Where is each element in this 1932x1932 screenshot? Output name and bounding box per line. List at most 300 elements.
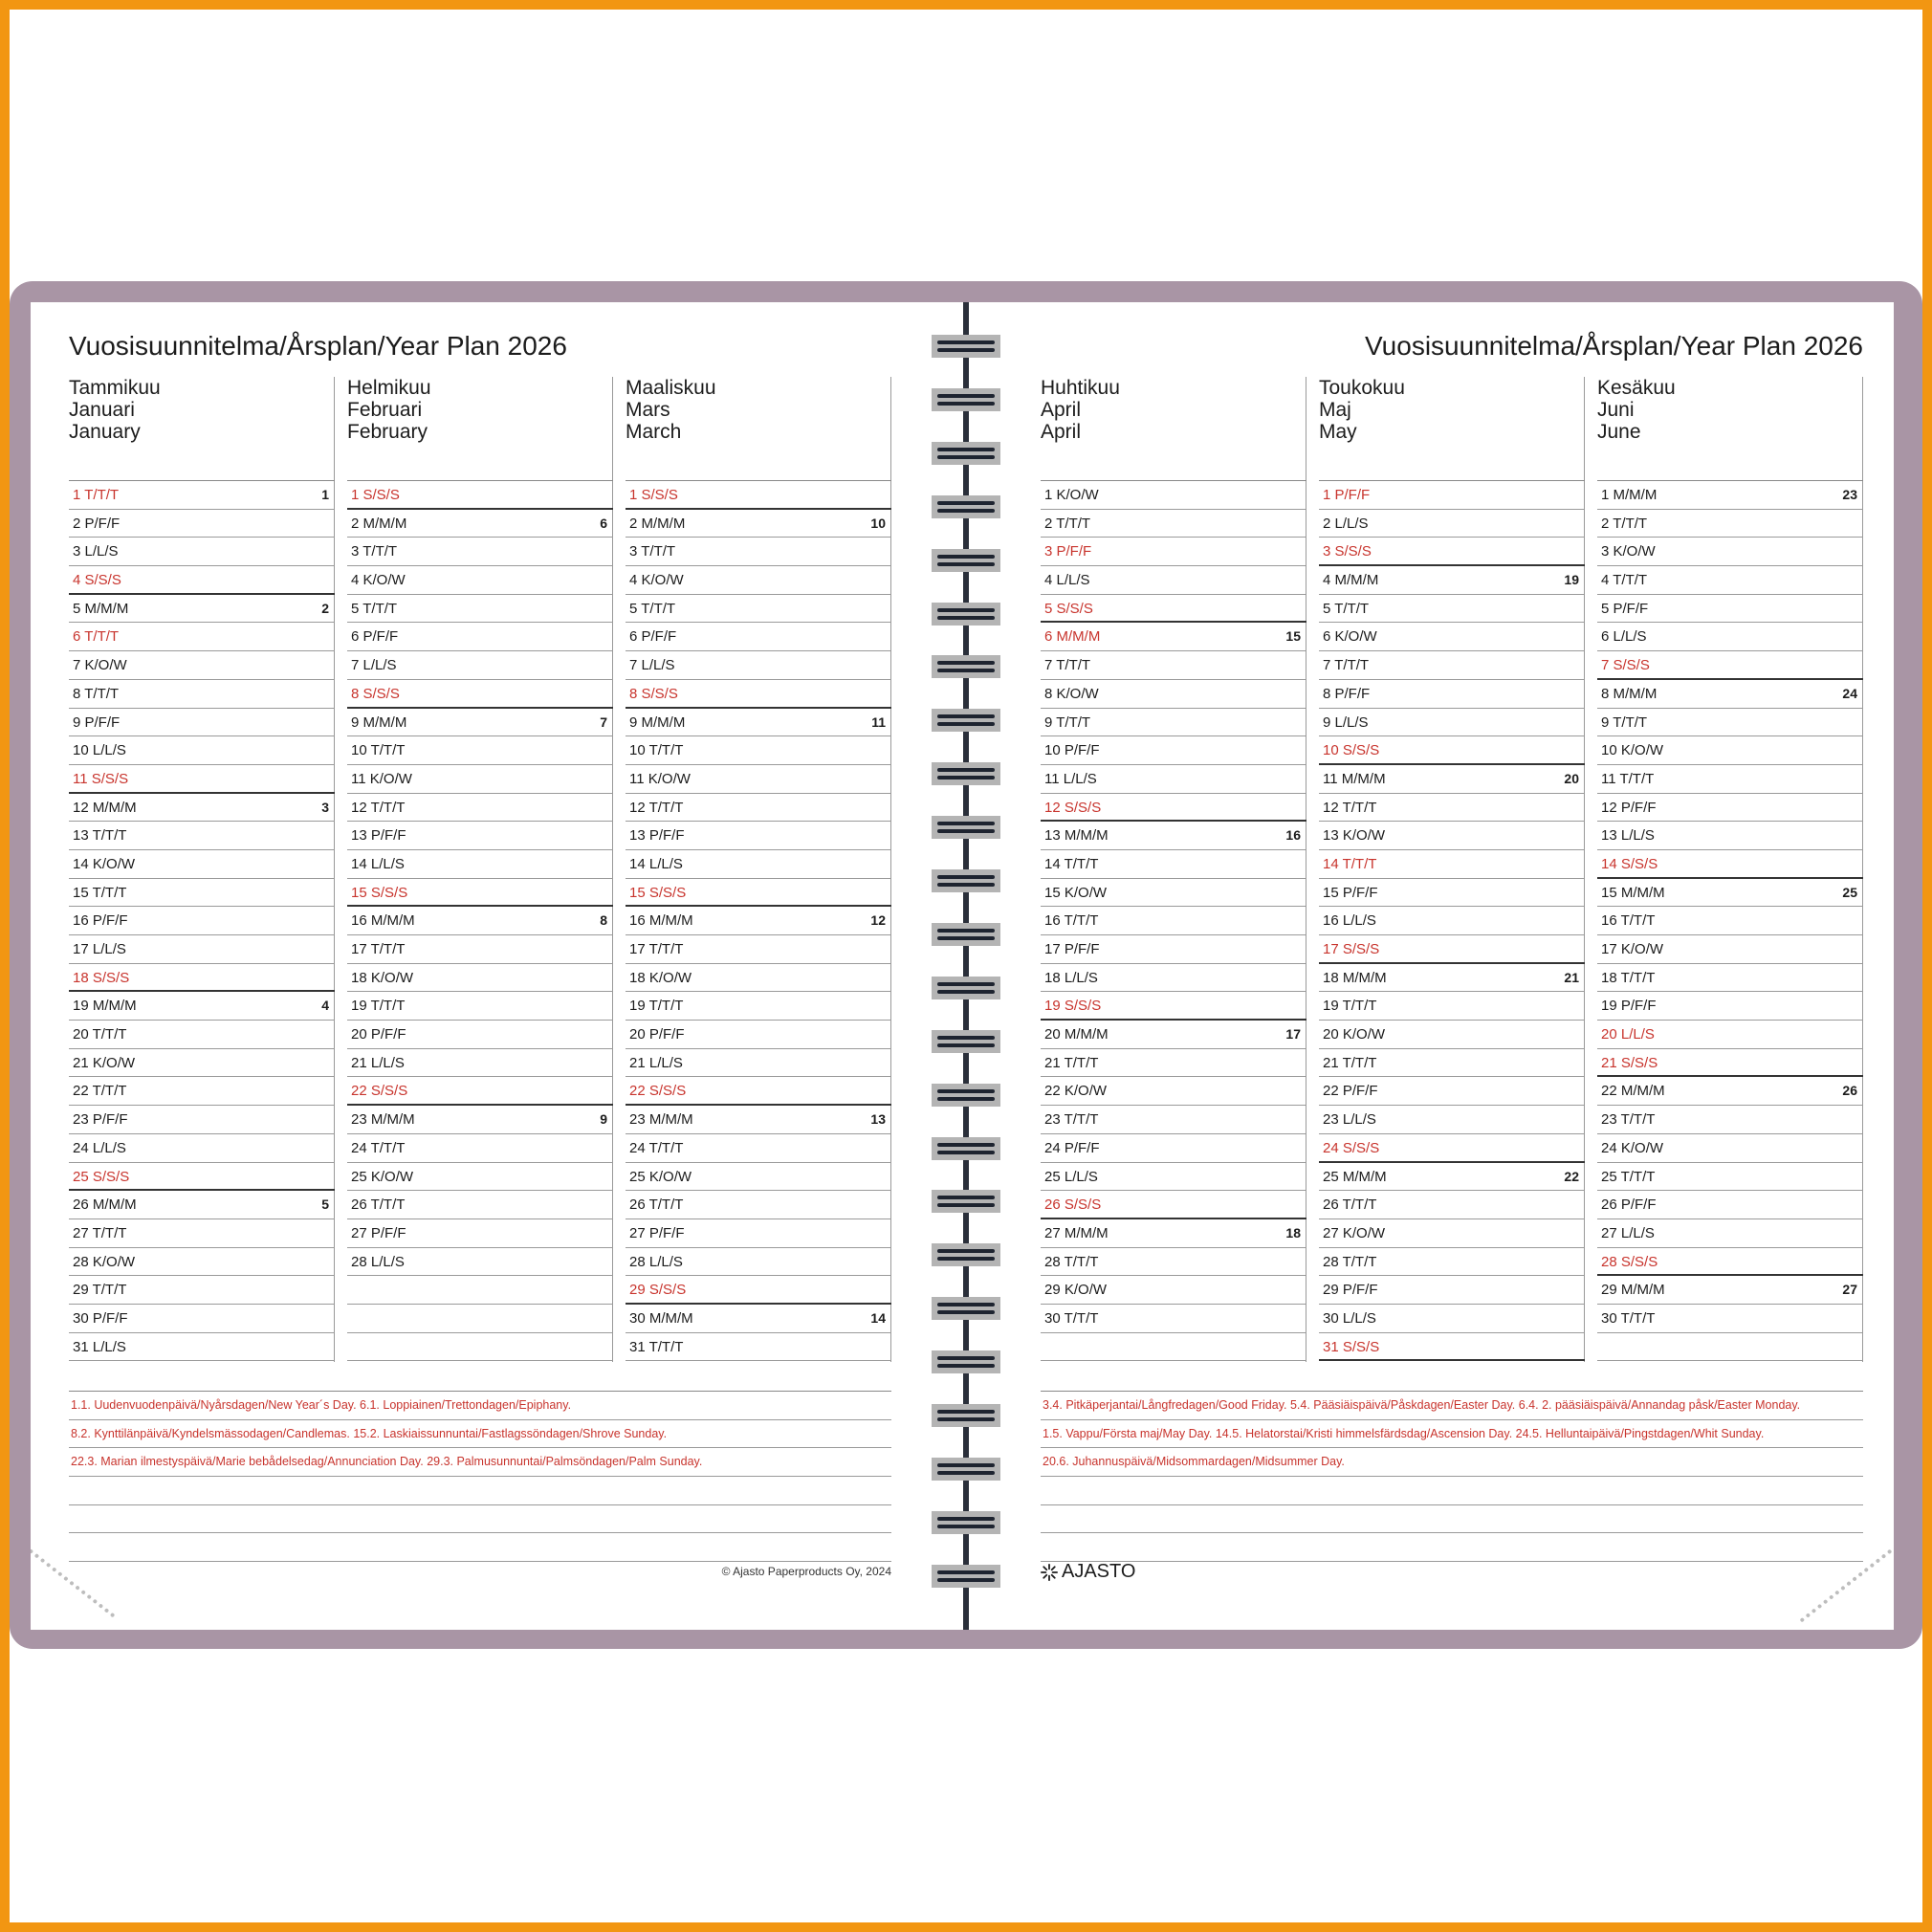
day-label: 1 M/M/M — [1601, 487, 1658, 503]
day-row — [347, 510, 613, 538]
day-row — [347, 736, 613, 765]
day-label: 1 K/O/W — [1044, 487, 1099, 503]
day-label: 10 P/F/F — [1044, 742, 1100, 759]
day-label: 10 K/O/W — [1601, 742, 1664, 759]
day-row — [1041, 1248, 1306, 1277]
day-label: 27 L/L/S — [1601, 1224, 1655, 1241]
day-label: 29 M/M/M — [1601, 1282, 1665, 1299]
day-row — [1319, 1049, 1585, 1078]
day-label: 29 S/S/S — [629, 1282, 687, 1299]
month-name-en: April — [1041, 421, 1082, 443]
logo-text: AJASTO — [1062, 1561, 1136, 1582]
day-row — [347, 765, 613, 794]
copyright-notice: © Ajasto Paperproducts Oy, 2024 — [721, 1565, 891, 1578]
week-number: 7 — [600, 714, 607, 730]
day-label: 5 T/T/T — [629, 600, 676, 617]
month-name-fi: Toukokuu — [1319, 377, 1405, 399]
day-label: 20 K/O/W — [1323, 1026, 1386, 1043]
binding-ring — [932, 1243, 1000, 1266]
day-row — [1597, 481, 1863, 510]
day-label: 12 M/M/M — [73, 799, 137, 816]
day-row — [1319, 1219, 1585, 1248]
month-column — [1597, 377, 1863, 1327]
day-row — [347, 566, 613, 595]
day-row — [1597, 1163, 1863, 1192]
day-row — [347, 1106, 613, 1134]
day-row — [1319, 680, 1585, 709]
day-row — [347, 1163, 613, 1192]
day-row — [1319, 964, 1585, 993]
day-row — [69, 992, 335, 1021]
day-list — [1319, 480, 1585, 1361]
day-label: 26 T/T/T — [1323, 1197, 1377, 1214]
day-row — [1597, 680, 1863, 709]
day-row — [1597, 1077, 1863, 1106]
binding-ring — [932, 388, 1000, 411]
binding-ring — [932, 1404, 1000, 1427]
day-row — [1041, 850, 1306, 879]
day-row — [1041, 1333, 1306, 1362]
day-label: 27 P/F/F — [629, 1224, 685, 1241]
day-label: 28 K/O/W — [73, 1253, 136, 1270]
day-label: 23 T/T/T — [1044, 1111, 1099, 1129]
day-row — [1041, 935, 1306, 964]
binding-ring — [932, 1565, 1000, 1588]
holiday-note-line: 22.3. Marian ilmestyspäivä/Marie bebådelsedag/Annunciation Day. 29.3. Palmusunnuntai/Palmsöndagen/Palm Sunday. — [69, 1448, 891, 1477]
day-row — [1041, 680, 1306, 709]
day-label: 30 T/T/T — [1601, 1309, 1656, 1327]
week-number: 12 — [870, 912, 886, 929]
day-label: 15 P/F/F — [1323, 884, 1378, 901]
week-number: 11 — [871, 714, 886, 730]
binding-ring — [932, 1297, 1000, 1320]
day-row — [1041, 595, 1306, 624]
week-number: 15 — [1285, 628, 1301, 645]
month-header — [626, 377, 891, 480]
day-row — [1041, 907, 1306, 935]
day-row — [1041, 1049, 1306, 1078]
day-row — [69, 765, 335, 794]
day-row — [1597, 850, 1863, 879]
day-row — [626, 935, 891, 964]
day-row — [1319, 1248, 1585, 1277]
month-name-sv: April — [1041, 399, 1082, 421]
day-label: 1 P/F/F — [1323, 487, 1371, 503]
day-list — [69, 480, 335, 1361]
day-row — [1597, 623, 1863, 651]
day-label: 10 T/T/T — [351, 742, 406, 759]
month-name-fi: Huhtikuu — [1041, 377, 1120, 399]
day-label: 18 K/O/W — [629, 969, 692, 986]
day-row — [626, 736, 891, 765]
day-row — [69, 1021, 335, 1049]
day-row — [69, 566, 335, 595]
day-label: 17 P/F/F — [1044, 941, 1100, 957]
day-row — [1041, 566, 1306, 595]
day-row — [347, 1248, 613, 1277]
day-row — [1319, 1077, 1585, 1106]
holiday-note-line: 20.6. Juhannuspäivä/Midsommardagen/Midsummer Day. — [1041, 1448, 1863, 1477]
day-label: 26 T/T/T — [629, 1197, 684, 1214]
day-label: 9 T/T/T — [1601, 714, 1648, 731]
day-label: 30 M/M/M — [629, 1309, 693, 1327]
day-row — [626, 1191, 891, 1219]
month-name-en: March — [626, 421, 682, 443]
day-label: 9 P/F/F — [73, 714, 121, 731]
day-label: 30 T/T/T — [1044, 1309, 1099, 1327]
day-row — [1319, 1163, 1585, 1192]
day-label: 11 K/O/W — [351, 770, 412, 787]
day-row — [69, 1248, 335, 1277]
day-row — [1319, 1276, 1585, 1305]
day-label: 11 K/O/W — [629, 770, 691, 787]
day-label: 8 P/F/F — [1323, 685, 1371, 702]
month-name-fi: Kesäkuu — [1597, 377, 1676, 399]
binding-ring — [932, 762, 1000, 785]
day-label: 8 S/S/S — [629, 685, 678, 702]
month-header — [347, 377, 613, 480]
day-row — [1597, 907, 1863, 935]
day-label: 4 S/S/S — [73, 572, 121, 589]
day-row — [69, 538, 335, 566]
day-row — [69, 935, 335, 964]
day-label: 6 P/F/F — [351, 628, 399, 646]
binding-ring — [932, 1030, 1000, 1053]
day-row — [626, 822, 891, 850]
day-list — [1041, 480, 1306, 1361]
day-label: 25 M/M/M — [1323, 1168, 1387, 1185]
day-label: 16 L/L/S — [1323, 912, 1376, 930]
day-row — [626, 964, 891, 993]
day-label: 16 M/M/M — [351, 912, 415, 930]
day-row — [626, 1333, 891, 1362]
day-row — [1041, 1163, 1306, 1192]
day-label: 22 S/S/S — [629, 1083, 687, 1100]
day-row — [626, 1305, 891, 1333]
day-row — [347, 935, 613, 964]
day-row — [69, 680, 335, 709]
month-name-fi: Helmikuu — [347, 377, 431, 399]
day-label: 12 P/F/F — [1601, 799, 1657, 816]
day-label: 28 S/S/S — [1601, 1253, 1658, 1270]
day-label: 24 P/F/F — [1044, 1139, 1100, 1156]
day-row — [1597, 1106, 1863, 1134]
left-page — [31, 302, 966, 1630]
page-title-left: Vuosisuunnitelma/Årsplan/Year Plan 2026 — [69, 331, 567, 361]
day-row — [347, 1049, 613, 1078]
day-label: 8 S/S/S — [351, 685, 400, 702]
day-label: 23 T/T/T — [1601, 1111, 1656, 1129]
day-row — [1319, 651, 1585, 680]
day-label: 20 P/F/F — [351, 1026, 406, 1043]
day-label: 12 S/S/S — [1044, 799, 1102, 816]
day-row — [347, 680, 613, 709]
day-row — [69, 736, 335, 765]
day-row — [626, 595, 891, 624]
day-label: 2 M/M/M — [629, 515, 686, 532]
day-row — [69, 850, 335, 879]
day-row — [1597, 595, 1863, 624]
day-label: 1 T/T/T — [73, 487, 120, 503]
day-label: 31 T/T/T — [629, 1338, 684, 1355]
day-label: 12 T/T/T — [351, 799, 406, 816]
month-name-fi: Tammikuu — [69, 377, 161, 399]
day-row — [626, 1276, 891, 1305]
day-label: 4 K/O/W — [629, 572, 684, 589]
day-label: 3 P/F/F — [1044, 543, 1092, 560]
day-label: 29 P/F/F — [1323, 1282, 1378, 1299]
day-row — [69, 1106, 335, 1134]
day-label: 25 L/L/S — [1044, 1168, 1098, 1185]
day-row — [1597, 709, 1863, 737]
day-label: 13 P/F/F — [629, 827, 685, 845]
day-row — [347, 709, 613, 737]
day-label: 10 T/T/T — [629, 742, 684, 759]
day-row — [69, 1276, 335, 1305]
day-label: 26 M/M/M — [73, 1197, 137, 1214]
week-number: 17 — [1285, 1026, 1301, 1043]
month-column — [1041, 377, 1306, 1327]
day-row — [1319, 935, 1585, 964]
holiday-note-line — [69, 1505, 891, 1534]
day-label: 11 S/S/S — [73, 770, 129, 787]
day-row — [1041, 992, 1306, 1021]
day-label: 25 K/O/W — [629, 1168, 692, 1185]
day-label: 27 K/O/W — [1323, 1224, 1386, 1241]
week-number: 24 — [1842, 685, 1857, 701]
day-label: 4 K/O/W — [351, 572, 406, 589]
day-label: 26 T/T/T — [351, 1197, 406, 1214]
day-label: 7 T/T/T — [1044, 657, 1091, 674]
day-label: 1 S/S/S — [351, 487, 400, 503]
day-label: 20 T/T/T — [73, 1026, 127, 1043]
holiday-note-line — [69, 1477, 891, 1505]
day-row — [69, 510, 335, 538]
day-label: 4 T/T/T — [1601, 572, 1648, 589]
day-row — [347, 964, 613, 993]
day-label: 7 T/T/T — [1323, 657, 1370, 674]
day-row — [1041, 736, 1306, 765]
day-label: 6 M/M/M — [1044, 628, 1101, 646]
day-row — [1597, 794, 1863, 823]
holiday-note-line: 1.5. Vappu/Första maj/May Day. 14.5. Helatorstai/Kristi himmelsfärdsdag/Ascension Day. 24.5. Helluntaipäivä/Pingstdagen/Whit Sunday. — [1041, 1420, 1863, 1449]
day-row — [1319, 794, 1585, 823]
binding-ring — [932, 1137, 1000, 1160]
day-label: 2 T/T/T — [1601, 515, 1648, 532]
day-row — [626, 538, 891, 566]
week-number: 16 — [1285, 827, 1301, 844]
day-label: 10 S/S/S — [1323, 742, 1380, 759]
day-row — [1597, 510, 1863, 538]
day-label: 18 K/O/W — [351, 969, 414, 986]
holiday-notes-left — [69, 1391, 891, 1562]
binding-ring — [932, 816, 1000, 839]
day-label: 24 K/O/W — [1601, 1139, 1664, 1156]
day-label: 22 S/S/S — [351, 1083, 408, 1100]
day-row — [1597, 1021, 1863, 1049]
day-row — [69, 595, 335, 624]
day-label: 27 P/F/F — [351, 1224, 406, 1241]
day-row — [1319, 566, 1585, 595]
day-label: 9 L/L/S — [1323, 714, 1369, 731]
day-row — [1319, 850, 1585, 879]
holiday-note-line — [1041, 1533, 1863, 1562]
binding-ring — [932, 655, 1000, 678]
day-label: 7 S/S/S — [1601, 657, 1650, 674]
day-row — [1041, 709, 1306, 737]
holiday-note-line: 8.2. Kynttilänpäivä/Kyndelsmässodagen/Candlemas. 15.2. Laskiaissunnuntai/Fastlagssöndagen/Shrove Sunday. — [69, 1420, 891, 1449]
day-label: 23 M/M/M — [351, 1111, 415, 1129]
week-number: 3 — [321, 799, 329, 815]
ajasto-logo — [1041, 1561, 1135, 1583]
day-row — [1319, 595, 1585, 624]
day-row — [1597, 822, 1863, 850]
week-number: 20 — [1564, 770, 1579, 786]
day-label: 16 P/F/F — [73, 912, 128, 930]
day-row — [69, 1049, 335, 1078]
day-label: 9 M/M/M — [351, 714, 407, 731]
binding-ring — [932, 1511, 1000, 1534]
day-row — [626, 992, 891, 1021]
day-label: 23 L/L/S — [1323, 1111, 1376, 1129]
day-label: 24 S/S/S — [1323, 1139, 1380, 1156]
day-label: 19 M/M/M — [73, 998, 137, 1015]
day-label: 27 M/M/M — [1044, 1224, 1109, 1241]
day-row — [1597, 566, 1863, 595]
day-label: 26 S/S/S — [1044, 1197, 1102, 1214]
day-label: 28 L/L/S — [629, 1253, 683, 1270]
day-label: 2 M/M/M — [351, 515, 407, 532]
day-row — [1041, 1305, 1306, 1333]
week-number: 25 — [1842, 884, 1857, 900]
day-row — [1319, 510, 1585, 538]
day-row — [69, 822, 335, 850]
binding-ring — [932, 495, 1000, 518]
day-label: 5 S/S/S — [1044, 600, 1093, 617]
day-label: 6 L/L/S — [1601, 628, 1647, 646]
day-row — [1041, 1077, 1306, 1106]
day-list — [1597, 480, 1863, 1361]
day-label: 11 T/T/T — [1601, 770, 1655, 787]
day-row — [626, 765, 891, 794]
day-label: 12 T/T/T — [629, 799, 684, 816]
day-row — [626, 1077, 891, 1106]
day-row — [347, 481, 613, 510]
day-label: 6 T/T/T — [73, 628, 120, 646]
day-label: 21 L/L/S — [351, 1054, 405, 1071]
day-label: 14 L/L/S — [629, 855, 683, 872]
day-row — [1319, 1305, 1585, 1333]
day-row — [347, 1333, 613, 1362]
day-label: 23 M/M/M — [629, 1111, 693, 1129]
day-row — [1319, 736, 1585, 765]
day-row — [626, 623, 891, 651]
day-label: 17 T/T/T — [629, 941, 684, 957]
binding-ring — [932, 603, 1000, 626]
day-label: 4 M/M/M — [1323, 572, 1379, 589]
day-label: 19 P/F/F — [1601, 998, 1657, 1015]
day-row — [1597, 651, 1863, 680]
holiday-notes-right — [1041, 1391, 1863, 1562]
day-label: 3 K/O/W — [1601, 543, 1656, 560]
day-label: 15 S/S/S — [629, 884, 687, 901]
day-label: 13 P/F/F — [351, 827, 406, 845]
day-row — [1319, 1191, 1585, 1219]
day-label: 28 L/L/S — [351, 1253, 405, 1270]
day-row — [1041, 1021, 1306, 1049]
day-row — [69, 1134, 335, 1163]
day-label: 14 T/T/T — [1044, 855, 1099, 872]
day-row — [69, 1163, 335, 1192]
day-row — [626, 481, 891, 510]
day-label: 7 L/L/S — [351, 657, 397, 674]
month-name-en: February — [347, 421, 428, 443]
day-label: 9 T/T/T — [1044, 714, 1091, 731]
month-column — [626, 377, 891, 1355]
week-number: 23 — [1842, 487, 1857, 502]
week-number: 4 — [321, 998, 329, 1014]
day-row — [626, 1248, 891, 1277]
day-label: 7 L/L/S — [629, 657, 675, 674]
page-title-right: Vuosisuunnitelma/Årsplan/Year Plan 2026 — [1365, 331, 1863, 361]
day-row — [626, 510, 891, 538]
day-row — [626, 879, 891, 908]
day-row — [1041, 822, 1306, 850]
day-label: 15 S/S/S — [351, 884, 408, 901]
day-label: 28 T/T/T — [1323, 1253, 1377, 1270]
week-number: 1 — [321, 487, 329, 502]
day-row — [69, 907, 335, 935]
right-page — [966, 302, 1894, 1630]
day-label: 15 M/M/M — [1601, 884, 1665, 901]
day-label: 16 T/T/T — [1044, 912, 1099, 930]
day-row — [347, 1134, 613, 1163]
day-row — [69, 1191, 335, 1219]
day-row — [626, 651, 891, 680]
day-row — [1319, 481, 1585, 510]
day-row — [69, 1333, 335, 1362]
day-label: 5 T/T/T — [351, 600, 398, 617]
day-row — [69, 481, 335, 510]
day-row — [1597, 1276, 1863, 1305]
day-row — [347, 1276, 613, 1305]
week-number: 8 — [600, 912, 607, 929]
day-row — [1041, 794, 1306, 823]
day-label: 18 M/M/M — [1323, 969, 1387, 986]
day-label: 5 P/F/F — [1601, 600, 1649, 617]
day-label: 22 M/M/M — [1601, 1083, 1665, 1100]
day-row — [1319, 1134, 1585, 1163]
day-row — [626, 1021, 891, 1049]
holiday-note-line — [1041, 1477, 1863, 1505]
day-row — [1319, 1021, 1585, 1049]
day-label: 2 T/T/T — [1044, 515, 1091, 532]
day-row — [1597, 538, 1863, 566]
day-row — [626, 907, 891, 935]
day-label: 14 K/O/W — [73, 855, 136, 872]
day-label: 15 K/O/W — [1044, 884, 1108, 901]
day-row — [347, 1191, 613, 1219]
day-label: 27 T/T/T — [73, 1224, 127, 1241]
week-number: 22 — [1564, 1168, 1579, 1184]
day-row — [1597, 1049, 1863, 1078]
day-label: 18 L/L/S — [1044, 969, 1098, 986]
day-row — [1597, 1134, 1863, 1163]
day-row — [626, 566, 891, 595]
day-row — [347, 850, 613, 879]
day-label: 20 M/M/M — [1044, 1026, 1109, 1043]
day-label: 16 T/T/T — [1601, 912, 1656, 930]
